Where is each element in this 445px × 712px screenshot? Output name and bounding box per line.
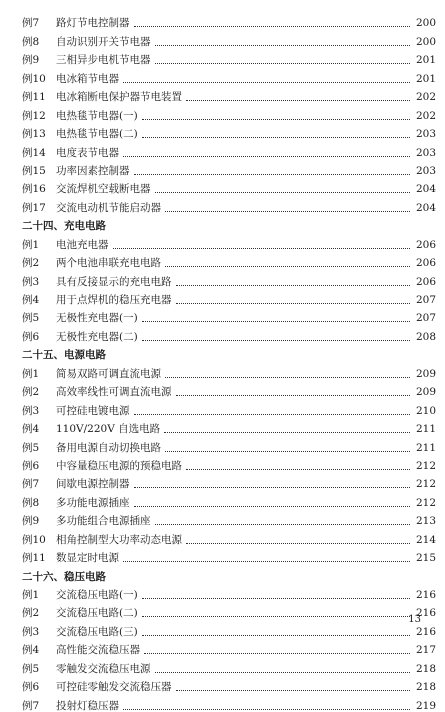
entry-title: 电热毯节电器(一) xyxy=(56,109,138,122)
dot-leader xyxy=(142,321,410,322)
example-number: 例5 xyxy=(22,312,40,325)
example-number: 例1 xyxy=(22,589,40,601)
section-heading xyxy=(22,214,436,232)
entry-page-number: 207 xyxy=(415,312,436,325)
entry-page-number: 219 xyxy=(415,699,436,712)
entry-title: 无极性充电器(一) xyxy=(56,312,138,325)
example-number: 例7 xyxy=(22,478,40,491)
example-number: 例4 xyxy=(22,423,40,436)
entry-page-number: 203 xyxy=(415,146,436,159)
entry-page-number: 218 xyxy=(415,662,436,675)
entry-page-number: 207 xyxy=(415,294,436,306)
dot-leader xyxy=(186,100,410,101)
dot-leader xyxy=(142,340,410,341)
example-number: 例7 xyxy=(22,699,40,712)
dot-leader xyxy=(176,395,411,396)
entry-title: 具有反接显示的充电电路 xyxy=(56,275,172,288)
dot-leader xyxy=(123,82,410,83)
entry-page-number: 217 xyxy=(415,644,436,657)
example-number: 例4 xyxy=(22,644,40,657)
toc-entry xyxy=(22,693,436,711)
dot-leader xyxy=(134,487,411,488)
dot-leader xyxy=(186,469,410,470)
entry-title: 可控硅零触发交流稳压器 xyxy=(56,681,172,694)
example-number: 例9 xyxy=(22,515,40,528)
entry-title: 电度表节电器 xyxy=(56,146,119,159)
section-title: 二十四、充电电路 xyxy=(22,220,106,233)
example-number: 例2 xyxy=(22,257,40,270)
entry-page-number: 202 xyxy=(415,91,436,104)
entry-page-number: 204 xyxy=(415,201,436,214)
example-number: 例11 xyxy=(22,91,46,104)
dot-leader xyxy=(144,653,410,654)
toc-entry xyxy=(22,195,436,213)
toc-entry xyxy=(22,583,436,601)
entry-page-number: 218 xyxy=(415,681,436,694)
entry-title: 交流稳压电路(一) xyxy=(56,589,138,601)
entry-page-number: 208 xyxy=(415,330,436,343)
entry-page-number: 210 xyxy=(415,404,436,417)
toc-entry xyxy=(22,601,436,619)
entry-title: 可控硅电镀电源 xyxy=(56,404,130,417)
entry-title: 相角控制型大功率动态电源 xyxy=(56,533,182,546)
example-number: 例2 xyxy=(22,607,40,620)
entry-page-number: 201 xyxy=(415,54,436,67)
dot-leader xyxy=(155,63,411,64)
dot-leader xyxy=(165,266,410,267)
dot-leader xyxy=(186,543,410,544)
dot-leader xyxy=(134,174,411,175)
toc-entry xyxy=(22,454,436,472)
section-heading xyxy=(22,564,436,582)
toc-entry xyxy=(22,638,436,656)
entry-title: 用于点焊机的稳压充电器 xyxy=(56,294,172,306)
entry-page-number: 214 xyxy=(415,533,436,546)
example-number: 例9 xyxy=(22,54,40,67)
dot-leader xyxy=(142,616,410,617)
dot-leader xyxy=(155,45,411,46)
toc-entry xyxy=(22,66,436,84)
entry-page-number: 216 xyxy=(415,589,436,601)
entry-page-number: 203 xyxy=(415,128,436,141)
toc-entry xyxy=(22,159,436,177)
entry-page-number: 202 xyxy=(415,109,436,122)
dot-leader xyxy=(113,248,411,249)
entry-title: 间歇电源控制器 xyxy=(56,478,130,491)
example-number: 例6 xyxy=(22,330,40,343)
entry-title: 两个电池串联充电电路 xyxy=(56,257,161,270)
toc-entry xyxy=(22,324,436,342)
entry-title: 功率因素控制器 xyxy=(56,164,130,177)
entry-title: 电冰箱断电保护器节电装置 xyxy=(56,91,182,104)
entry-title: 备用电源自动切换电路 xyxy=(56,441,161,454)
example-number: 例17 xyxy=(22,201,46,214)
dot-leader xyxy=(176,690,411,691)
dot-leader xyxy=(165,211,410,212)
entry-page-number: 212 xyxy=(415,478,436,491)
dot-leader xyxy=(165,451,410,452)
example-number: 例8 xyxy=(22,35,40,48)
toc-entry xyxy=(22,11,436,29)
dot-leader xyxy=(155,524,411,525)
toc-entry xyxy=(22,103,436,121)
example-number: 例1 xyxy=(22,238,40,251)
toc-entry xyxy=(22,417,436,435)
entry-title: 自动识别开关节电器 xyxy=(56,35,151,48)
entry-title: 多功能电源插座 xyxy=(56,496,130,509)
entry-title: 交流稳压电路(二) xyxy=(56,607,138,620)
entry-page-number: 206 xyxy=(415,257,436,270)
entry-title: 交流稳压电路(三) xyxy=(56,625,138,638)
entry-title: 高效率线性可调直流电源 xyxy=(56,386,172,399)
toc-entry xyxy=(22,251,436,269)
toc-entry xyxy=(22,509,436,527)
example-number: 例16 xyxy=(22,183,46,196)
dot-leader xyxy=(134,26,411,27)
entry-page-number: 215 xyxy=(415,552,436,565)
entry-title: 电冰箱节电器 xyxy=(56,72,119,85)
entry-title: 电热毯节电器(二) xyxy=(56,128,138,141)
entry-title: 电池充电器 xyxy=(56,238,109,251)
toc-entry xyxy=(22,306,436,324)
toc-entry xyxy=(22,177,436,195)
example-number: 例10 xyxy=(22,533,46,546)
example-number: 例4 xyxy=(22,294,40,306)
page-number: 13 xyxy=(408,614,421,625)
toc-entry xyxy=(22,232,436,250)
toc-entry xyxy=(22,472,436,490)
entry-page-number: 211 xyxy=(415,441,436,454)
entry-title: 投射灯稳压器 xyxy=(56,699,119,712)
dot-leader xyxy=(134,414,411,415)
toc-entry xyxy=(22,48,436,66)
entry-title: 无极性充电器(二) xyxy=(56,330,138,343)
example-number: 例3 xyxy=(22,275,40,288)
toc-entry xyxy=(22,380,436,398)
toc-entry xyxy=(22,619,436,637)
entry-title: 交流电动机节能启动器 xyxy=(56,201,161,214)
entry-page-number: 212 xyxy=(415,496,436,509)
example-number: 例7 xyxy=(22,17,40,30)
entry-page-number: 200 xyxy=(415,17,436,30)
dot-leader xyxy=(142,635,410,636)
dot-leader xyxy=(123,561,410,562)
toc-entry xyxy=(22,140,436,158)
table-of-contents xyxy=(22,11,436,712)
section-title: 二十六、稳压电路 xyxy=(22,570,106,583)
toc-entry xyxy=(22,269,436,287)
dot-leader xyxy=(123,709,410,710)
dot-leader xyxy=(134,506,411,507)
toc-entry xyxy=(22,288,436,306)
dot-leader xyxy=(165,377,410,378)
entry-title: 数显定时电源 xyxy=(56,552,119,565)
entry-title: 交流焊机空载断电器 xyxy=(56,183,151,196)
example-number: 例13 xyxy=(22,128,46,141)
example-number: 例2 xyxy=(22,386,40,399)
dot-leader xyxy=(164,432,410,433)
entry-page-number: 206 xyxy=(415,238,436,251)
entry-page-number: 201 xyxy=(415,72,436,85)
toc-entry xyxy=(22,656,436,674)
section-heading xyxy=(22,343,436,361)
toc-entry xyxy=(22,85,436,103)
entry-page-number: 216 xyxy=(415,607,436,620)
entry-title: 简易双路可调直流电源 xyxy=(56,367,161,380)
entry-title: 110V/220V 自选电路 xyxy=(56,423,161,436)
toc-entry xyxy=(22,527,436,545)
example-number: 例14 xyxy=(22,146,46,159)
toc-entry xyxy=(22,435,436,453)
dot-leader xyxy=(176,303,411,304)
entry-page-number: 209 xyxy=(415,367,436,380)
example-number: 例15 xyxy=(22,164,46,177)
entry-page-number: 204 xyxy=(415,183,436,196)
dot-leader xyxy=(176,285,411,286)
entry-page-number: 203 xyxy=(415,164,436,177)
toc-entry xyxy=(22,122,436,140)
example-number: 例10 xyxy=(22,72,46,85)
example-number: 例6 xyxy=(22,681,40,694)
entry-title: 多功能组合电源插座 xyxy=(56,515,151,528)
example-number: 例8 xyxy=(22,496,40,509)
dot-leader xyxy=(142,598,410,599)
toc-entry xyxy=(22,546,436,564)
entry-title: 零触发交流稳压电源 xyxy=(56,662,151,675)
entry-page-number: 200 xyxy=(415,35,436,48)
toc-entry xyxy=(22,361,436,379)
example-number: 例6 xyxy=(22,459,40,472)
entry-page-number: 212 xyxy=(415,459,436,472)
example-number: 例11 xyxy=(22,552,46,565)
example-number: 例3 xyxy=(22,625,40,638)
entry-title: 高性能交流稳压器 xyxy=(56,644,140,657)
entry-title: 三相异步电机节电器 xyxy=(56,54,151,67)
entry-title: 中容量稳压电源的预稳电路 xyxy=(56,459,182,472)
entry-page-number: 216 xyxy=(415,625,436,638)
dot-leader xyxy=(155,192,411,193)
example-number: 例5 xyxy=(22,662,40,675)
toc-entry xyxy=(22,675,436,693)
toc-entry xyxy=(22,398,436,416)
dot-leader xyxy=(123,156,410,157)
dot-leader xyxy=(142,119,410,120)
entry-page-number: 213 xyxy=(415,515,436,528)
example-number: 例12 xyxy=(22,109,46,122)
dot-leader xyxy=(142,137,410,138)
entry-title: 路灯节电控制器 xyxy=(56,17,130,30)
example-number: 例3 xyxy=(22,404,40,417)
toc-entry xyxy=(22,490,436,508)
entry-page-number: 211 xyxy=(415,423,436,436)
example-number: 例5 xyxy=(22,441,40,454)
section-title: 二十五、电源电路 xyxy=(22,349,106,362)
toc-entry xyxy=(22,29,436,47)
example-number: 例1 xyxy=(22,367,40,380)
entry-page-number: 209 xyxy=(415,386,436,399)
entry-page-number: 206 xyxy=(415,275,436,288)
dot-leader xyxy=(155,672,411,673)
